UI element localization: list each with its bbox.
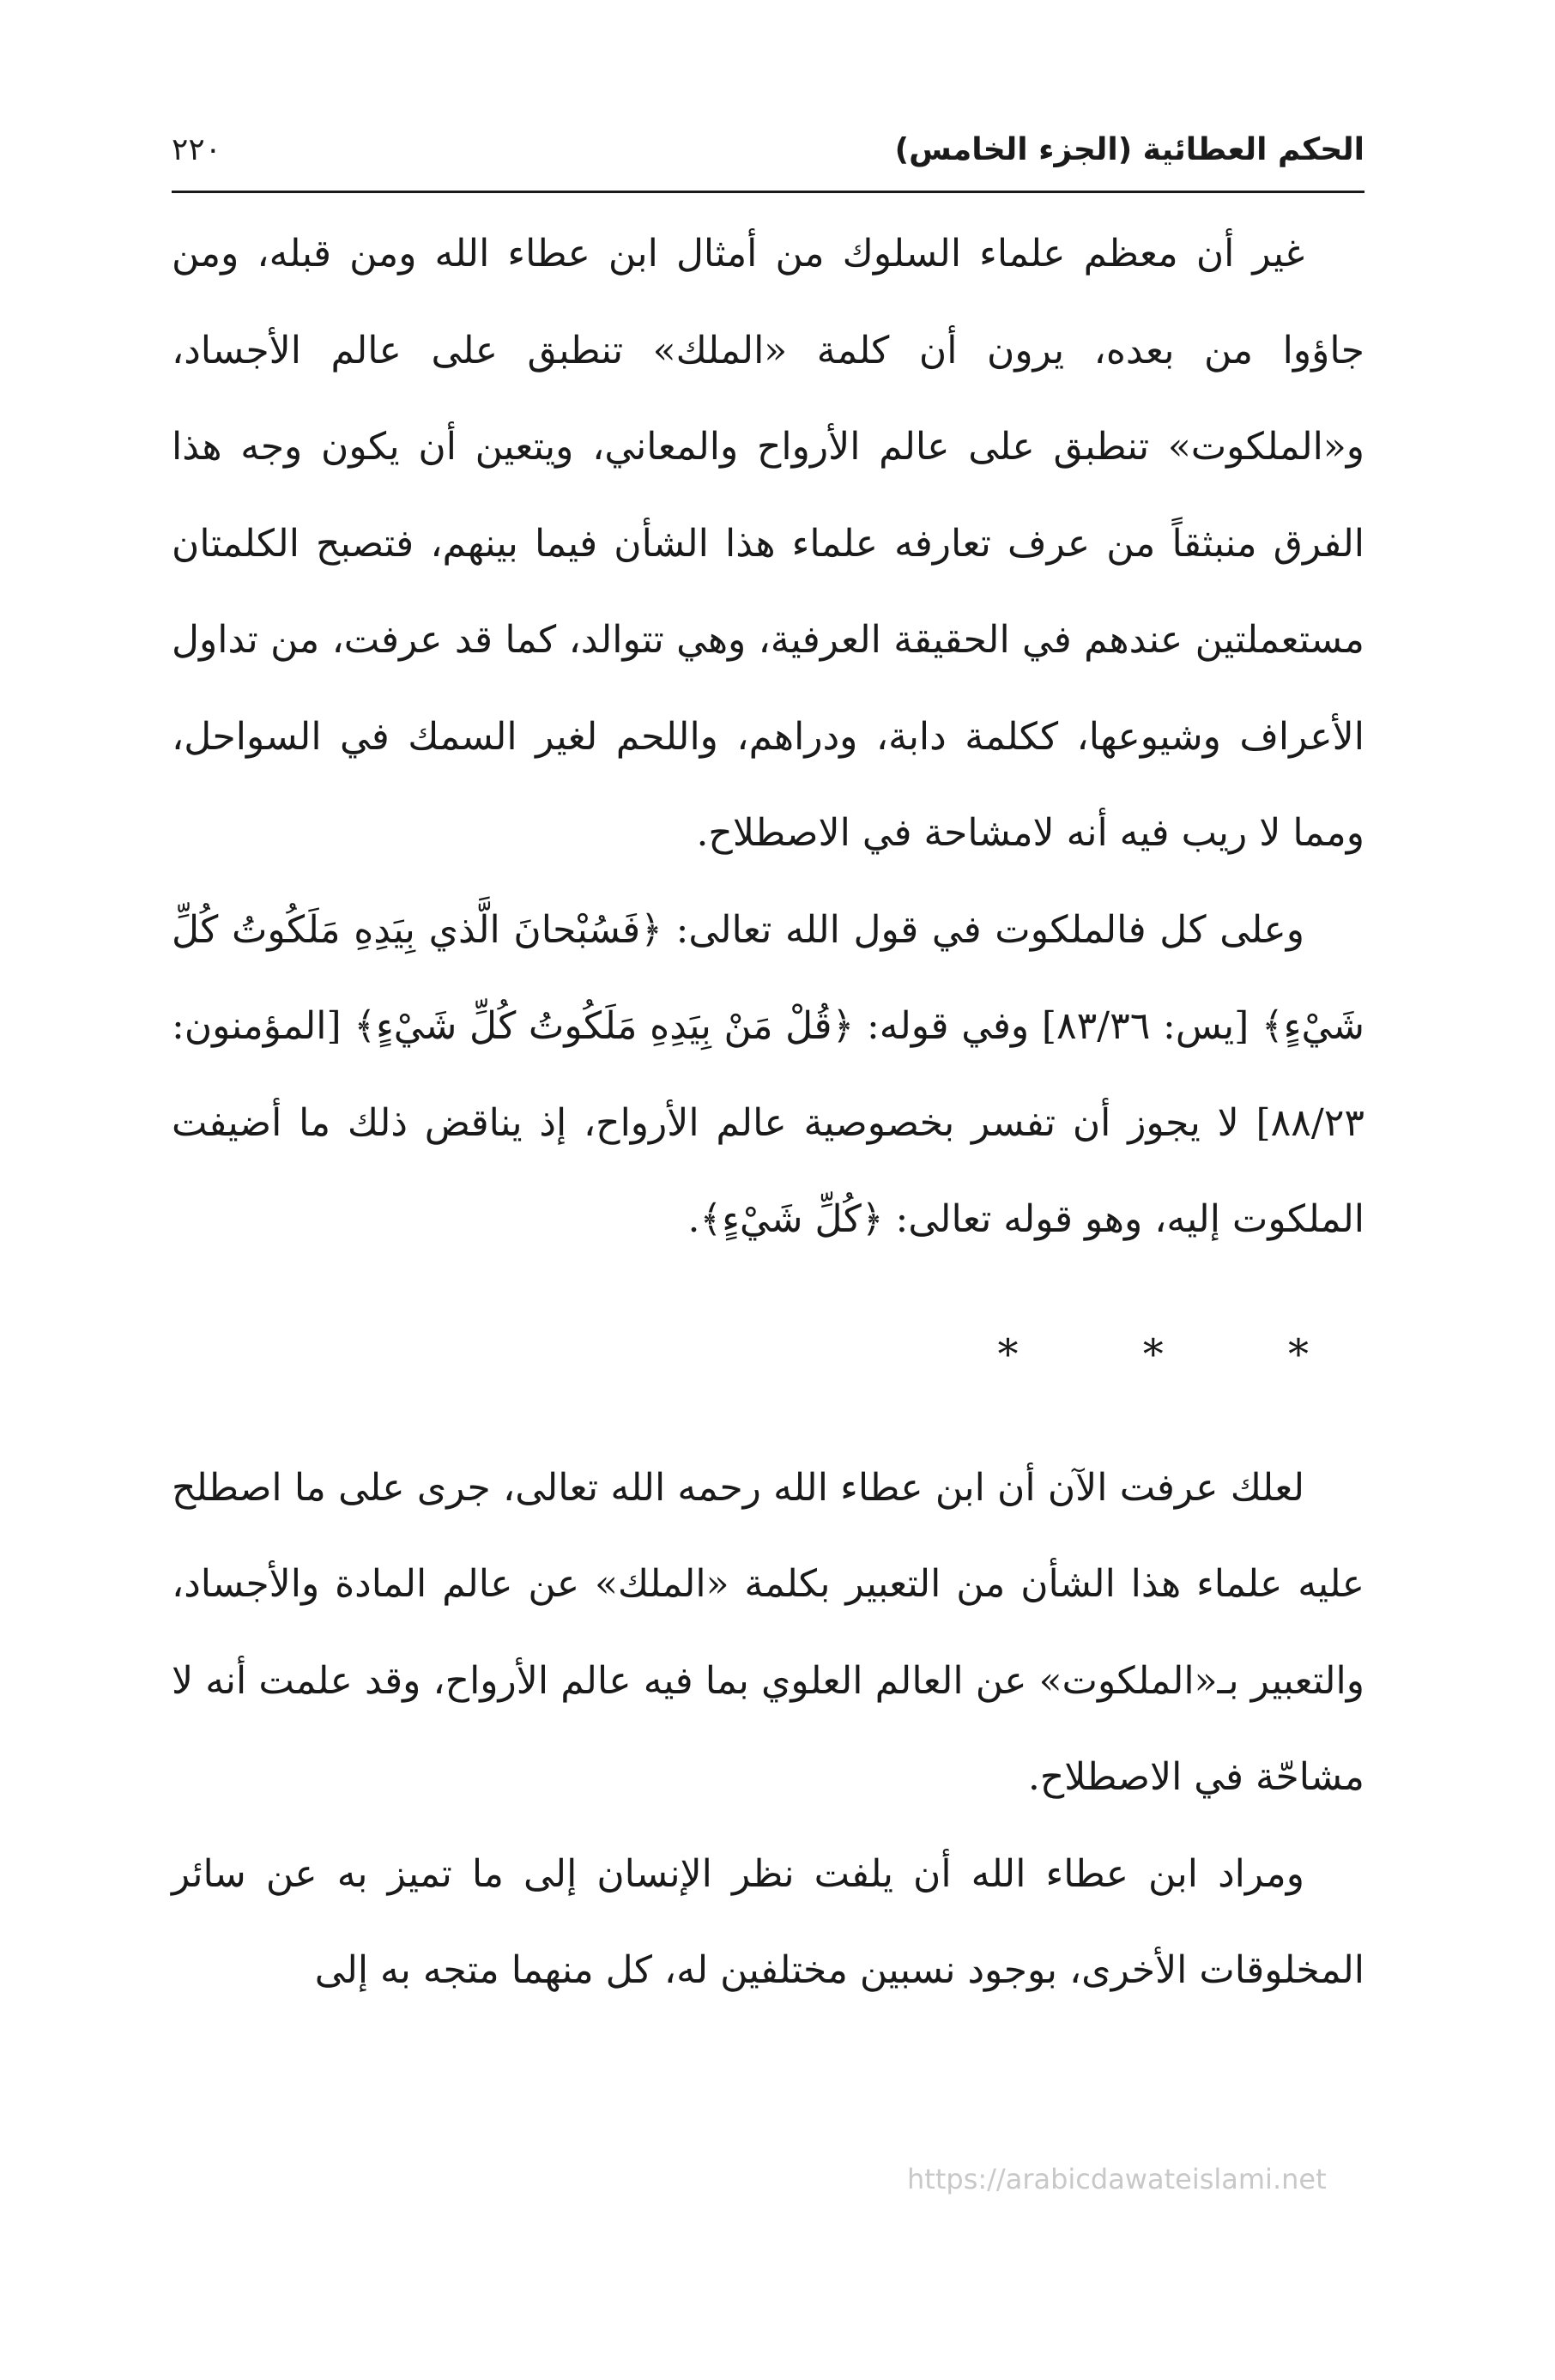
paragraph: وعلى كل فالملكوت في قول الله تعالى: ﴿فَسُبْحانَ الَّذي بِيَدِهِ مَلَكُوتُ كُلِّ شَيْءٍ﴾ [يس: ٨٣/٣٦] وفي قوله: ﴿قُلْ مَنْ بِيَدِهِ مَلَكُوتُ كُلِّ شَيْءٍ﴾ [المؤمنون: ٨٨/٢٣] لا يجوز أن تفسر بخصوصية عالم الأرواح، إذ يناقض ذلك ما أضيفت الملكوت إليه، وهو قوله تعالى: ﴿كُلِّ شَيْءٍ﴾. [172, 907, 1364, 1241]
page-body [172, 206, 1364, 2020]
running-title: الحكم العطائية (الجزء الخامس) [894, 132, 1364, 167]
header-divider [172, 191, 1364, 193]
page-header [172, 120, 1364, 189]
asterisk-ornament: * [1142, 1329, 1164, 1378]
paragraph: غير أن معظم علماء السلوك من أمثال ابن عطاء الله ومن قبله، ومن جاؤوا من بعده، يرون أن كلمة «الملك» تنطبق على عالم الأجساد، و«الملكوت» تنطبق على عالم الأرواح والمعاني، ويتعين أن يكون وجه هذا الفرق منبثقاً من عرف تعارفه علماء هذا الشأن فيما بينهم، فتصبح الكلمتان مستعملتين عندهم في الحقيقة العرفية، وهي تتوالد، كما قد عرفت، من تداول الأعراف وشيوعها، ككلمة دابة، ودراهم، واللحم لغير السمك في السواحل، ومما لا ريب فيه أنه لامشاحة في الاصطلاح. [172, 232, 1364, 855]
page-number: ٢٢٠ [172, 132, 222, 167]
watermark-url: https://arabicdawateislami.net [907, 2163, 1327, 2195]
paragraph: ومراد ابن عطاء الله أن يلفت نظر الإنسان إلى ما تميز به عن سائر المخلوقات الأخرى، بوجود نسبين مختلفين له، كل منهما متجه به إلى [172, 1851, 1364, 1992]
paragraph: لعلك عرفت الآن أن ابن عطاء الله رحمه الله تعالى، جرى على ما اصطلح عليه علماء هذا الشأن من التعبير بكلمة «الملك» عن عالم المادة والأجساد، والتعبير بـ«الملكوت» عن العالم العلوي بما فيه عالم الأرواح، وقد علمت أنه لا مشاحّة في الاصطلاح. [172, 1465, 1364, 1799]
asterisk-ornament: * [1288, 1329, 1309, 1378]
asterisk-ornament: * [997, 1329, 1019, 1378]
section-separator [172, 1269, 1364, 1440]
